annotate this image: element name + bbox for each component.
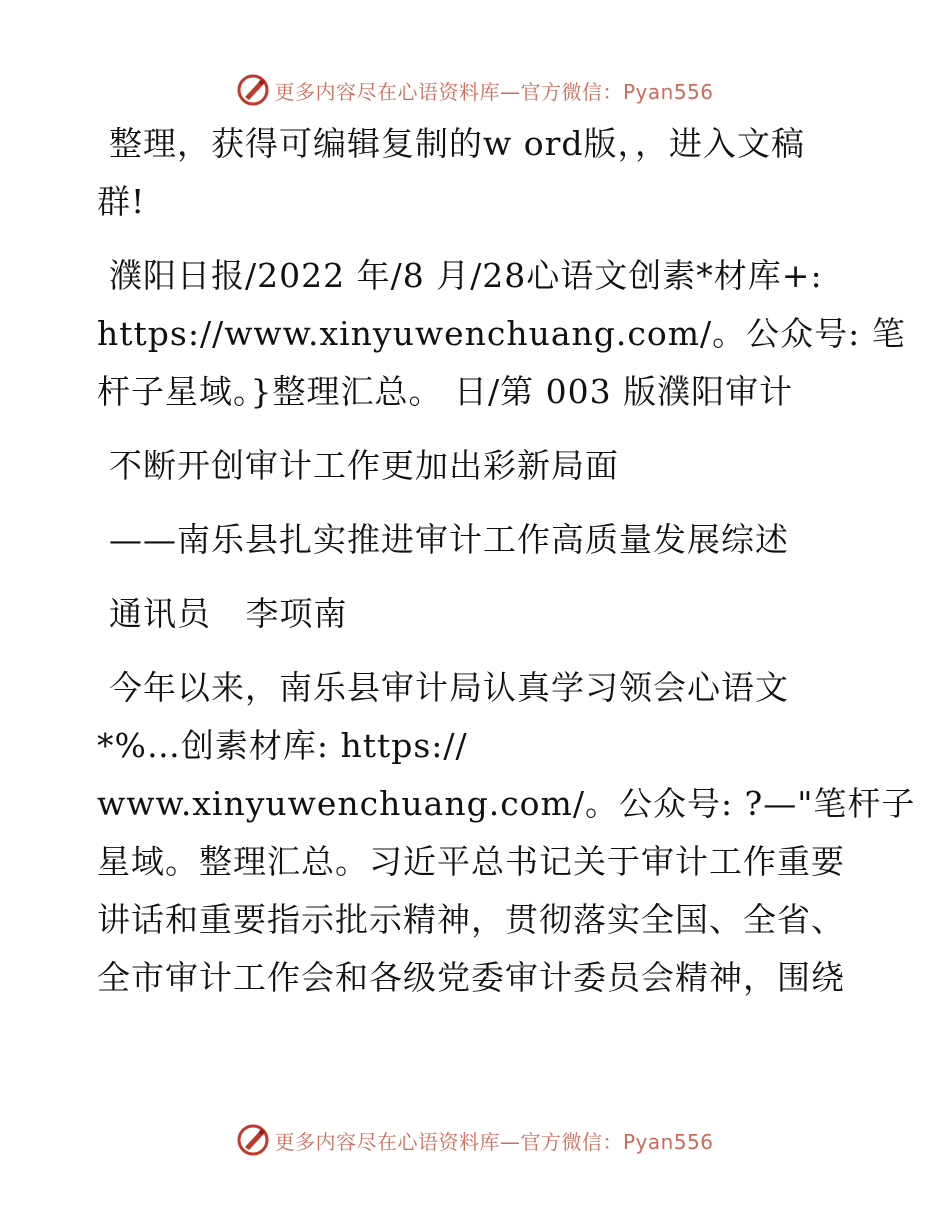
footer-banner xyxy=(0,1120,950,1160)
text-line: 讲话和重要指示批示精神，贯彻落实全国、全省、 xyxy=(97,900,845,939)
banner-text xyxy=(274,76,713,105)
paragraph-intro xyxy=(97,115,857,231)
text-line: 全市审计工作会和各级党委审计委员会精神，围绕 xyxy=(97,958,845,997)
text-line: https://www.xinyuwenchuang.com/。公众号: 笔 xyxy=(97,314,906,353)
text-line: 不断开创审计工作更加出彩新局面 xyxy=(109,446,619,485)
header-banner xyxy=(0,70,950,110)
text-line: 整理，获得可编辑复制的w ord版，，进入文稿 xyxy=(109,124,806,163)
article-byline xyxy=(97,585,857,643)
wechat-id: Pyan556 xyxy=(622,79,714,104)
text-line: 杆子星域。}整理汇总。 日/第 003 版濮阳审计 xyxy=(97,372,794,411)
logo-icon xyxy=(236,1123,270,1157)
wechat-id: Pyan556 xyxy=(622,1129,714,1154)
text-line: 通讯员 李项南 xyxy=(109,594,348,633)
text-line: 濮阳日报/2022 年/8 月/28心语文创素*材库+: xyxy=(109,256,823,295)
banner-label: 更多内容尽在心语资料库—官方微信： xyxy=(274,1129,623,1154)
article-title xyxy=(97,437,857,495)
banner-label: 更多内容尽在心语资料库—官方微信： xyxy=(274,79,623,104)
paragraph-source xyxy=(97,247,906,421)
banner-text xyxy=(274,1126,713,1155)
text-line: ——南乐县扎实推进审计工作高质量发展综述 xyxy=(109,520,789,559)
paragraph-body xyxy=(97,659,916,1007)
text-line: 星域。整理汇总。习近平总书记关于审计工作重要 xyxy=(97,842,845,881)
text-line: 今年以来，南乐县审计局认真学习领会心语文 xyxy=(109,668,789,707)
text-line: 群! xyxy=(97,182,146,221)
article-subtitle xyxy=(97,511,857,569)
text-line: *%…创素材库: https:// xyxy=(97,726,468,765)
text-line: www.xinyuwenchuang.com/。公众号: ?—"笔杆子 xyxy=(97,784,916,823)
document-body xyxy=(97,115,916,1023)
logo-icon xyxy=(236,73,270,107)
